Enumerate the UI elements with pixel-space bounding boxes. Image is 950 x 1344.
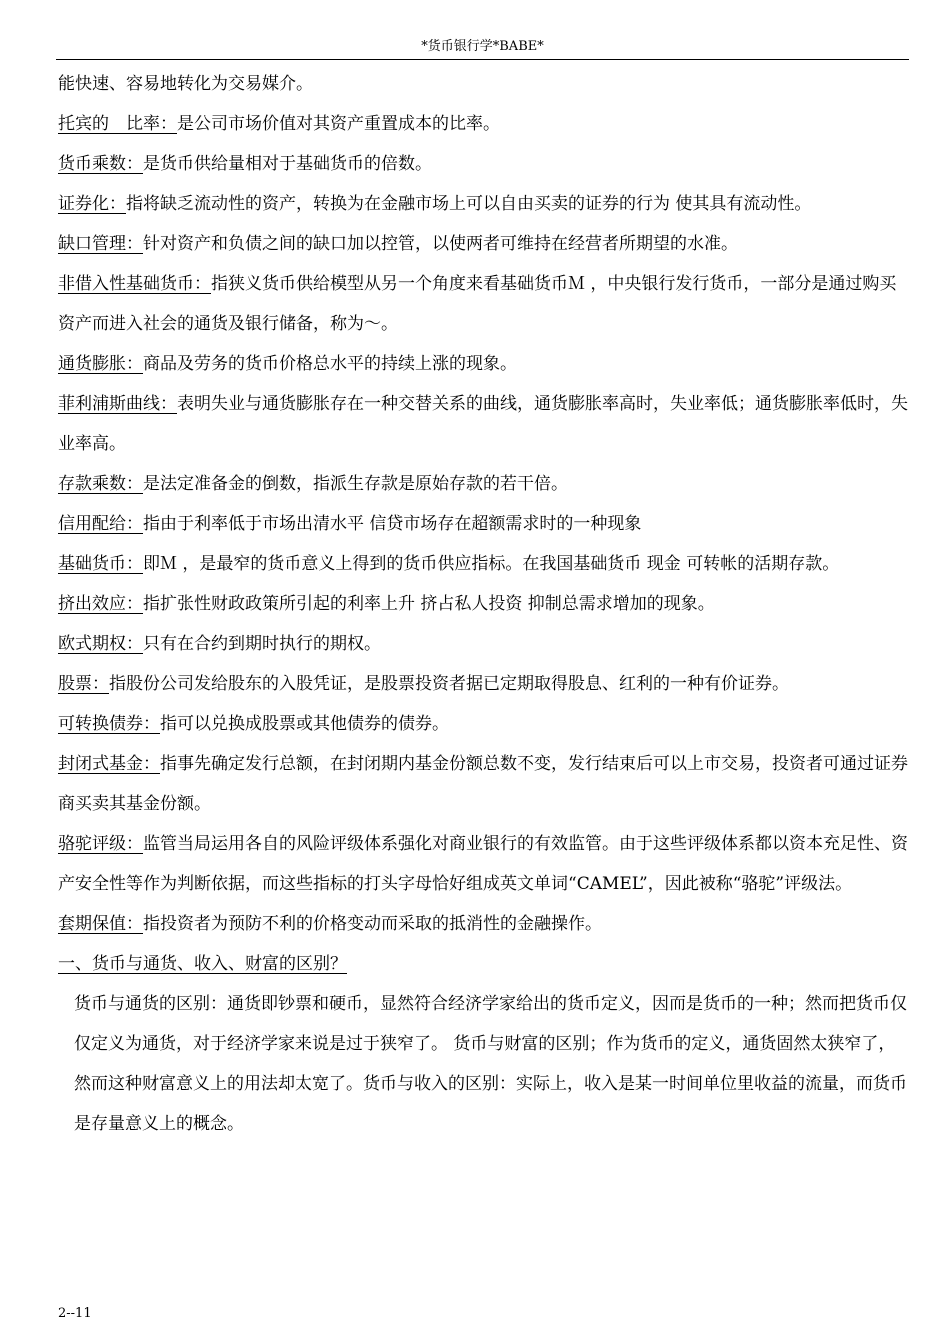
term-definition — [58, 104, 908, 144]
term-definition — [58, 664, 908, 704]
term-label: 挤出效应： — [58, 594, 143, 614]
definition-text: 指股份公司发给股东的入股凭证，是股票投资者据已定期取得股息、红利的一种有价证券。 — [109, 674, 789, 694]
term-definition — [58, 624, 908, 664]
term-definition — [58, 904, 908, 944]
term-definition — [58, 584, 908, 624]
term-label: 可转换债券： — [58, 714, 160, 734]
term-label: 非借入性基础货币： — [58, 274, 211, 294]
term-label: 骆驼评级： — [58, 834, 143, 854]
term-definition — [58, 464, 908, 504]
question-heading: 一、货币与通货、收入、财富的区别？ — [58, 954, 347, 974]
term-definition — [58, 544, 908, 584]
term-definition — [58, 744, 908, 824]
term-definition — [58, 504, 908, 544]
definition-text: 指可以兑换成股票或其他债券的债券。 — [160, 714, 449, 734]
term-definition — [58, 384, 908, 464]
definition-text: 即Ｍ ，是最窄的货币意义上得到的货币供应指标。在我国基础货币 现金 可转帐的活期存款。 — [143, 554, 840, 574]
term-definition — [58, 184, 908, 224]
term-definition — [58, 824, 908, 904]
term-label: 缺口管理： — [58, 234, 143, 254]
page-header: *货币银行学*BABE* — [56, 39, 909, 60]
definition-text: 指事先确定发行总额，在封闭期内基金份额总数不变，发行结束后可以上市交易，投资者可通过证券商买卖其基金份额。 — [58, 754, 908, 814]
term-label: 欧式期权： — [58, 634, 143, 654]
paragraph — [58, 64, 908, 104]
definition-text: 指狭义货币供给模型从另一个角度来看基础货币Ｍ ，中央银行发行货币，一部分是通过购买资产而进入社会的通货及银行储备，称为～。 — [58, 274, 897, 334]
term-label: 封闭式基金： — [58, 754, 160, 774]
definition-text: 表明失业与通货膨胀存在一种交替关系的曲线，通货膨胀率高时，失业率低；通货膨胀率低时，失业率高。 — [58, 394, 908, 454]
term-label: 存款乘数： — [58, 474, 143, 494]
term-label: 货币乘数： — [58, 154, 143, 174]
page-number: 2--11 — [58, 1306, 92, 1321]
definition-text: 是公司市场价值对其资产重置成本的比率。 — [177, 114, 500, 134]
paragraph-text: 能快速、容易地转化为交易媒介。 — [58, 74, 313, 94]
term-label: 信用配给： — [58, 514, 143, 534]
term-label: 基础货币： — [58, 554, 143, 574]
answer-paragraph — [58, 984, 908, 1144]
term-definition — [58, 344, 908, 384]
term-label: 通货膨胀： — [58, 354, 143, 374]
term-definition — [58, 704, 908, 744]
term-label: 套期保值： — [58, 914, 143, 934]
section-heading — [58, 944, 908, 984]
definition-text: 是法定准备金的倒数，指派生存款是原始存款的若干倍。 — [143, 474, 568, 494]
definition-text: 指扩张性财政政策所引起的利率上升 挤占私人投资 抑制总需求增加的现象。 — [143, 594, 715, 614]
term-definition — [58, 264, 908, 344]
term-label: 股票： — [58, 674, 109, 694]
term-definition — [58, 224, 908, 264]
term-definition — [58, 144, 908, 184]
definition-text: 只有在合约到期时执行的期权。 — [143, 634, 381, 654]
definition-text: 指投资者为预防不利的价格变动而采取的抵消性的金融操作。 — [143, 914, 602, 934]
definition-text: 监管当局运用各自的风险评级体系强化对商业银行的有效监管。由于这些评级体系都以资本充足性、资产安全性等作为判断依据，而这些指标的打头字母恰好组成英文单词“CAMEL”，因此被称“骆驼”评级法。 — [58, 834, 908, 894]
definition-text: 指由于利率低于市场出清水平 信贷市场存在超额需求时的一种现象 — [143, 514, 642, 534]
term-label: 证券化： — [58, 194, 126, 214]
definition-text: 商品及劳务的货币价格总水平的持续上涨的现象。 — [143, 354, 517, 374]
paragraph-text: 货币与通货的区别：通货即钞票和硬币，显然符合经济学家给出的货币定义，因而是货币的一种；然而把货币仅仅定义为通货，对于经济学家来说是过于狭窄了。 货币与财富的区别；作为货币的定义，通货固然太狭窄了，然而这种财富意义上的用法却太宽了。货币与收入的区别：实际上，收入是某一时间单位里收益的流量，而货币是存量意义上的概念。 — [74, 994, 907, 1134]
document-body — [58, 64, 908, 1144]
term-label: 托宾的 比率： — [58, 114, 177, 134]
definition-text: 针对资产和负债之间的缺口加以控管，以使两者可维持在经营者所期望的水准。 — [143, 234, 738, 254]
definition-text: 指将缺乏流动性的资产，转换为在金融市场上可以自由买卖的证券的行为 使其具有流动性。 — [126, 194, 812, 214]
term-label: 菲利浦斯曲线： — [58, 394, 177, 414]
definition-text: 是货币供给量相对于基础货币的倍数。 — [143, 154, 432, 174]
